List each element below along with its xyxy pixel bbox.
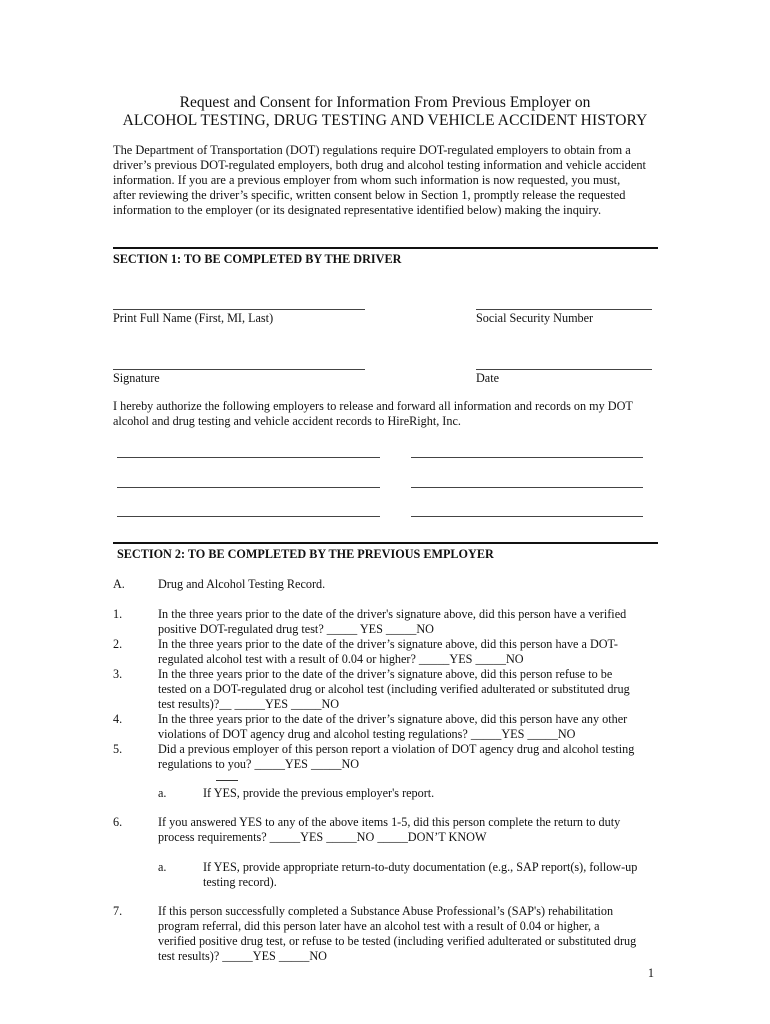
question-line: Did a previous employer of this person report a violation of DOT agency drug and alcohol testing <box>158 742 635 756</box>
question-item <box>158 667 630 712</box>
name-label: Print Full Name (First, MI, Last) <box>113 311 274 325</box>
blank-fill-line <box>216 780 238 781</box>
question-line: In the three years prior to the date of the driver’s signature above, did this person refuse to be <box>158 667 613 681</box>
intro-line: information. If you are a previous employer from whom such information is now requested, you must, <box>113 173 621 187</box>
intro-line: information to the employer (or its designated representative identified below) making the inquiry. <box>113 203 602 217</box>
section2-rule <box>113 542 658 544</box>
form-title-line1: Request and Consent for Information From Previous Employer on <box>179 94 591 111</box>
question-line: tested on a DOT-regulated drug or alcohol test (including verified adulterated or substituted drug <box>158 682 630 696</box>
employer-line-1-right[interactable] <box>411 457 643 458</box>
question-item <box>158 712 627 742</box>
question-line: regulated alcohol test with a result of 0.04 or higher? _____YES _____NO <box>158 652 524 666</box>
item-number: 2. <box>113 637 123 651</box>
question-line: test results)?__ _____YES _____NO <box>158 697 340 711</box>
question-line: In the three years prior to the date of the driver's signature above, did this person have a verified <box>158 607 627 621</box>
intro-line: after reviewing the driver’s specific, written consent below in Section 1, promptly release the requested <box>113 188 626 202</box>
question-item <box>158 815 620 845</box>
question-line: process requirements? _____YES _____NO _____DON’T KNOW <box>158 830 487 844</box>
question-line: positive DOT-regulated drug test? _____ YES _____NO <box>158 622 434 636</box>
item-number: 1. <box>113 607 123 621</box>
employer-line-3-left[interactable] <box>117 516 380 517</box>
question-line: program referral, did this person later have an alcohol test with a result of 0.04 or higher, a <box>158 919 600 933</box>
authorization-paragraph <box>113 399 633 429</box>
name-signature-line[interactable] <box>113 309 365 310</box>
item-marker: A. <box>113 577 125 591</box>
item-number: 5. <box>113 742 123 756</box>
intro-paragraph <box>113 143 663 218</box>
item-number: 4. <box>113 712 123 726</box>
form-title-line2: ALCOHOL TESTING, DRUG TESTING AND VEHICLE ACCIDENT HISTORY <box>122 112 648 129</box>
date-line[interactable] <box>476 369 652 370</box>
authorization-line: I hereby authorize the following employers to release and forward all information and records on my DOT <box>113 399 633 413</box>
section-a-title: Drug and Alcohol Testing Record. <box>158 577 326 591</box>
subitem-marker: a. <box>158 860 167 874</box>
ssn-label: Social Security Number <box>476 311 594 325</box>
subitem-text: If YES, provide the previous employer's report. <box>203 786 435 800</box>
signature-label: Signature <box>113 371 160 385</box>
intro-line: driver’s previous DOT-regulated employers, both drug and alcohol testing information and vehicle accident <box>113 158 646 172</box>
date-label: Date <box>476 371 500 385</box>
signature-line[interactable] <box>113 369 365 370</box>
item-number: 7. <box>113 904 123 918</box>
ssn-signature-line[interactable] <box>476 309 652 310</box>
item-number: 3. <box>113 667 123 681</box>
question-line: In the three years prior to the date of the driver’s signature above, did this person have a DOT- <box>158 637 618 651</box>
subitem-line: If YES, provide appropriate return-to-duty documentation (e.g., SAP report(s), follow-up <box>203 860 638 874</box>
employer-line-3-right[interactable] <box>411 516 643 517</box>
question-line: test results)? _____YES _____NO <box>158 949 327 963</box>
section1-heading: SECTION 1: TO BE COMPLETED BY THE DRIVER <box>113 252 402 266</box>
subitem-line: testing record). <box>203 875 277 889</box>
page-number: 1 <box>647 966 654 980</box>
employer-line-1-left[interactable] <box>117 457 380 458</box>
section2-heading: SECTION 2: TO BE COMPLETED BY THE PREVIOUS EMPLOYER <box>117 547 494 561</box>
question-item <box>158 637 618 667</box>
question-line: If this person successfully completed a Substance Abuse Professional’s (SAP's) rehabilitation <box>158 904 614 918</box>
question-line: In the three years prior to the date of the driver’s signature above, did this person have any other <box>158 712 628 726</box>
question-item <box>158 742 634 772</box>
question-line: regulations to you? _____YES _____NO <box>158 757 360 771</box>
employer-line-2-left[interactable] <box>117 487 380 488</box>
item-number: 6. <box>113 815 123 829</box>
question-line: violations of DOT agency drug and alcohol testing regulations? _____YES _____NO <box>158 727 576 741</box>
section1-rule <box>113 247 658 249</box>
authorization-line: alcohol and drug testing and vehicle accident records to HireRight, Inc. <box>113 414 461 428</box>
intro-line: The Department of Transportation (DOT) regulations require DOT-regulated employers to obtain from a <box>113 143 631 157</box>
question-line: If you answered YES to any of the above items 1-5, did this person complete the return to duty <box>158 815 621 829</box>
subitem-text <box>203 860 637 890</box>
question-item <box>158 904 636 964</box>
employer-line-2-right[interactable] <box>411 487 643 488</box>
question-item <box>158 607 626 637</box>
question-line: verified positive drug test, or refuse to be tested (including verified adulterated or substituted drug <box>158 934 637 948</box>
subitem-marker: a. <box>158 786 167 800</box>
